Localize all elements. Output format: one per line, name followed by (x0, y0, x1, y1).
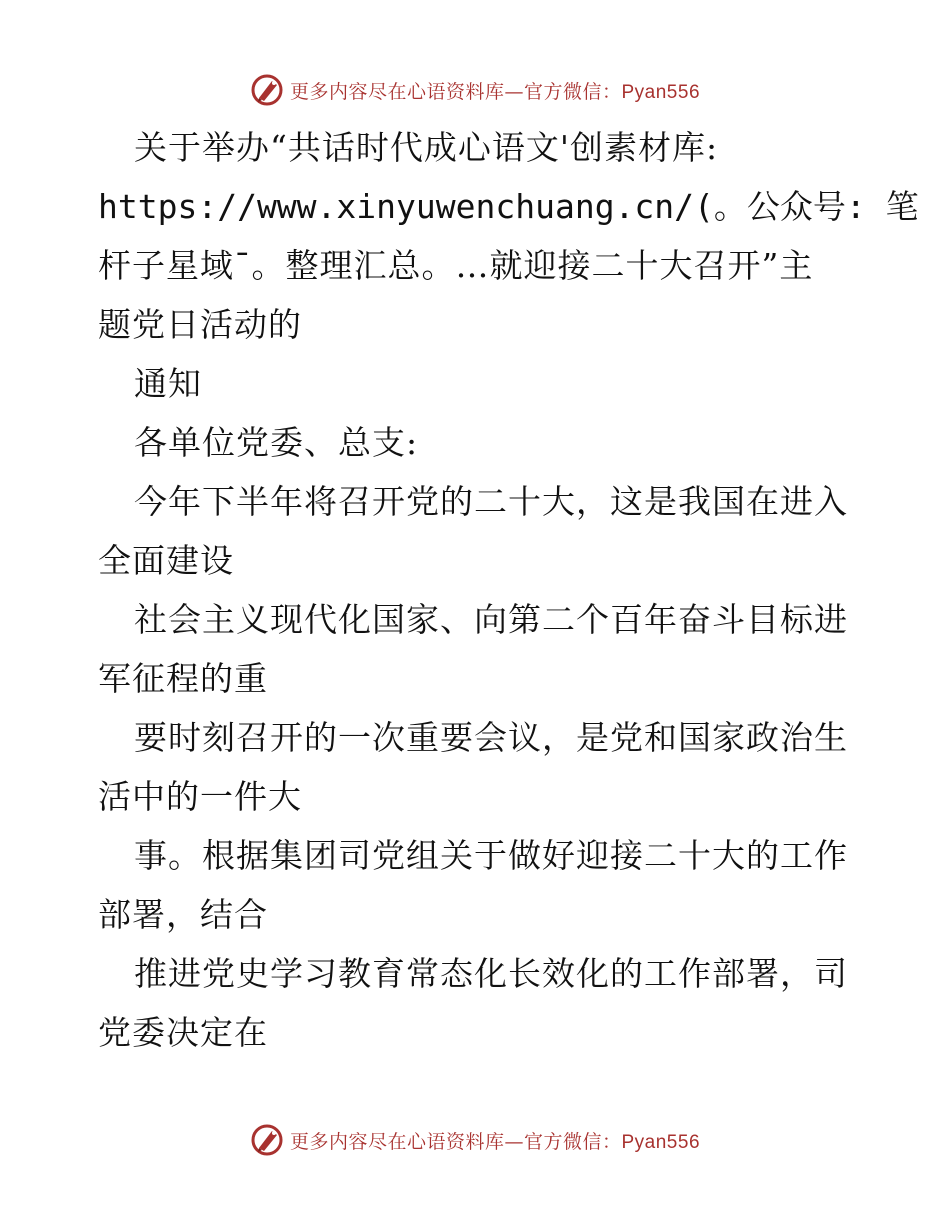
pen-logo-icon (250, 1123, 284, 1157)
footer-banner (0, 1120, 950, 1160)
wechat-id: Pyan556 (621, 81, 701, 103)
paragraph-line: 社会主义现代化国家、向第二个百年奋斗目标进 (134, 600, 848, 639)
paragraph-line: 通知 (134, 364, 202, 403)
wechat-id: Pyan556 (621, 1131, 701, 1153)
header-banner (0, 70, 950, 110)
paragraph-line: 部署，结合 (98, 895, 268, 934)
paragraph-line: 事。根据集团司党组关于做好迎接二十大的工作 (134, 836, 848, 875)
banner-text: 更多内容尽在心语资料库—官方微信：Pyan556 (289, 80, 701, 103)
document-body (98, 118, 919, 1062)
paragraph-line: 要时刻召开的一次重要会议，是党和国家政治生 (134, 718, 848, 757)
paragraph-line: 推进党史学习教育常态化长效化的工作部署，司 (134, 954, 848, 993)
banner-text: 更多内容尽在心语资料库—官方微信：Pyan556 (289, 1130, 701, 1153)
paragraph-line: 各单位党委、总支: (134, 423, 419, 462)
paragraph-line: 关于举办“共话时代成心语文'创素材库: (134, 128, 719, 167)
paragraph-line: 党委决定在 (98, 1013, 268, 1052)
paragraph-line: 杆子星域¯。整理汇总。…就迎接二十大召开”主 (98, 246, 814, 285)
paragraph-line: 今年下半年将召开党的二十大，这是我国在进入 (134, 482, 848, 521)
paragraph-line: 题党日活动的 (98, 305, 302, 344)
paragraph-line: 活中的一件大 (98, 777, 302, 816)
paragraph-line: https://www.xinyuwenchuang.cn/(。公众号: 笔 (98, 187, 919, 226)
paragraph-line: 全面建设 (98, 541, 234, 580)
paragraph-line: 军征程的重 (98, 659, 268, 698)
pen-logo-icon (250, 73, 284, 107)
